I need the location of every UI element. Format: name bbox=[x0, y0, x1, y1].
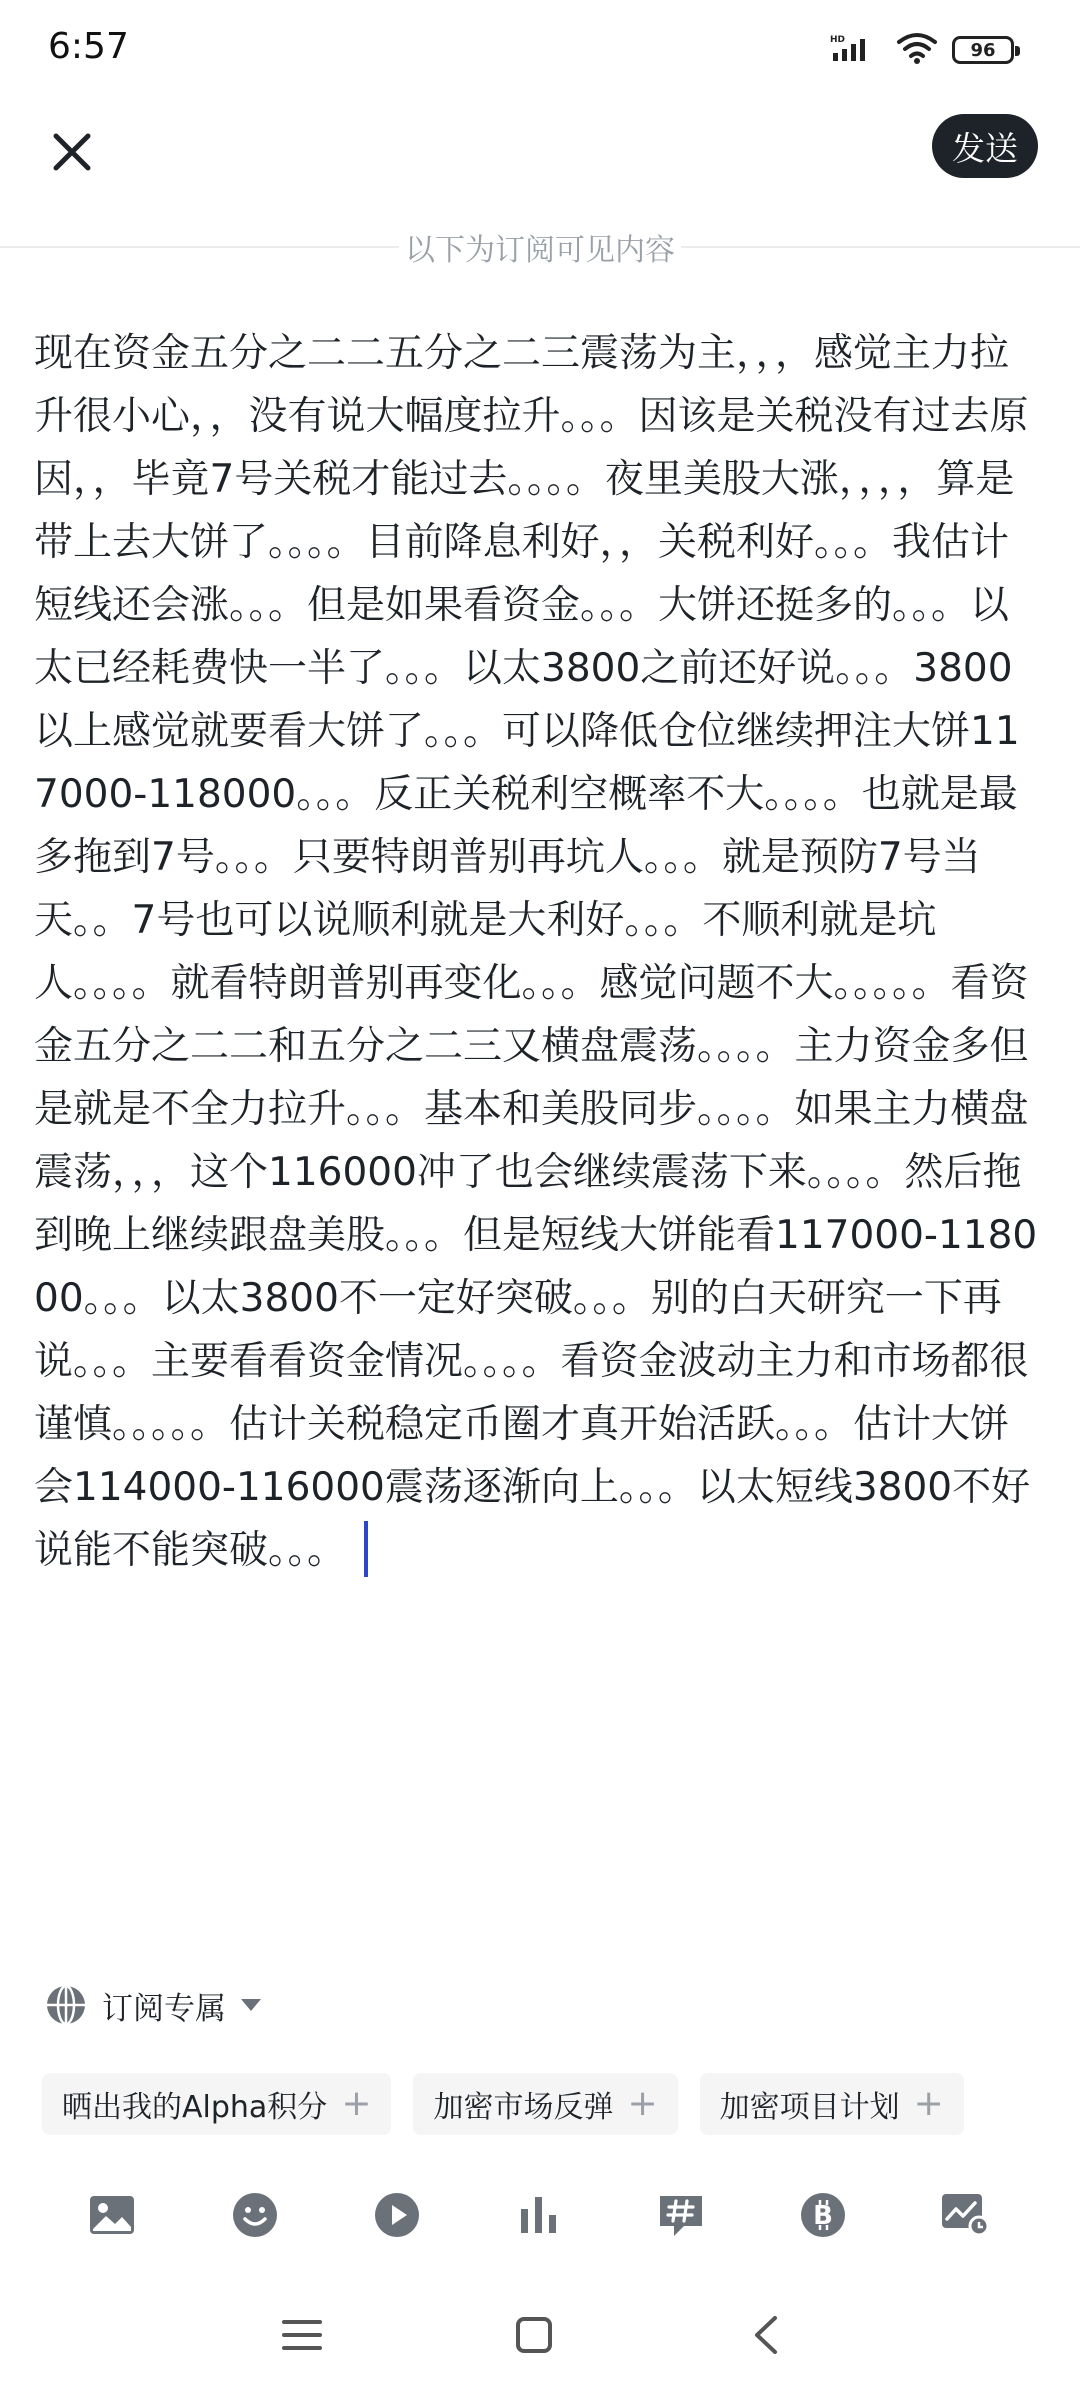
text-cursor bbox=[364, 1521, 368, 1577]
insert-trade-button[interactable] bbox=[935, 2185, 995, 2245]
post-editor[interactable] bbox=[34, 322, 1044, 1582]
menu-icon bbox=[282, 2318, 322, 2352]
home-icon bbox=[515, 2316, 553, 2354]
topic-tag-label: 加密项目计划 bbox=[719, 2090, 900, 2125]
status-bar bbox=[0, 0, 1080, 100]
topic-tag-label: 加密市场反弹 bbox=[433, 2090, 614, 2125]
close-icon bbox=[52, 132, 92, 172]
svg-text:HD: HD bbox=[830, 35, 846, 45]
subscription-notice-text: 以下为订阅可见内容 bbox=[399, 233, 681, 268]
insert-video-button[interactable] bbox=[367, 2185, 427, 2245]
plus-icon: + bbox=[341, 2083, 372, 2124]
hashtag-icon bbox=[658, 2192, 704, 2238]
insert-emoji-button[interactable] bbox=[225, 2185, 285, 2245]
emoji-icon bbox=[232, 2192, 278, 2238]
close-button[interactable] bbox=[44, 124, 100, 180]
plus-icon: + bbox=[627, 2083, 658, 2124]
system-nav-bar bbox=[0, 2295, 1080, 2375]
trade-chart-icon bbox=[941, 2193, 989, 2237]
image-icon bbox=[89, 2195, 135, 2235]
insert-poll-button[interactable] bbox=[509, 2185, 569, 2245]
recent-apps-button[interactable] bbox=[272, 2305, 332, 2365]
chart-icon bbox=[518, 2195, 560, 2235]
subscription-notice bbox=[0, 231, 1080, 271]
back-icon bbox=[751, 2315, 781, 2355]
topic-tag[interactable] bbox=[700, 2073, 964, 2135]
status-icons bbox=[830, 30, 1014, 70]
status-time: 6:57 bbox=[48, 26, 129, 67]
svg-text:B: B bbox=[813, 2201, 833, 2231]
topic-tag[interactable] bbox=[42, 2073, 391, 2135]
insert-coin-button[interactable] bbox=[793, 2185, 853, 2245]
back-button[interactable] bbox=[736, 2305, 796, 2365]
plus-icon: + bbox=[913, 2083, 944, 2124]
battery-icon bbox=[952, 36, 1014, 64]
home-button[interactable] bbox=[504, 2305, 564, 2365]
composer-toolbar bbox=[0, 2170, 1080, 2260]
bitcoin-icon bbox=[800, 2192, 846, 2238]
topic-tags bbox=[42, 2073, 964, 2135]
battery-level: 96 bbox=[970, 39, 996, 61]
insert-hashtag-button[interactable] bbox=[651, 2185, 711, 2245]
hd-signal-icon bbox=[830, 33, 882, 67]
post-text: 现在资金五分之二二五分之二三震荡为主，，，感觉主力拉升很小心，，没有说大幅度拉升。。。因该是关税没有过去原因，，毕竟7号关税才能过去。。。。夜里美股大涨，，，，算是带上去大饼了。。。。目前降息利好，，关税利好。。。我估计短线还会涨。。。但是如果看资金。。。大饼还挺多的。。。以太已经耗费快一半了。。。以太3800之前还好说。。。3800以上感觉就要看大饼了。。。可以降低仓位继续押注大饼117000-118000。。。反正关税利空概率不大。。。。也就是最多拖到7号。。。只要特朗普别再坑人。。。就是预防7号当天。。7号也可以说顺利就是大利好。。。不顺利就是坑人。。。。就看特朗普别再变化。。。感觉问题不大。。。。。看资金五分之二二和五分之二三又横盘震荡。。。。主力资金多但是就是不全力拉升。。。基本和美股同步。。。。如果主力横盘震荡，，，这个116000冲了也会继续震荡下来。。。。然后拖到晚上继续跟盘美股。。。但是短线大饼能看117000-118000。。。以太3800不一定好突破。。。别的白天研究一下再说。。。主要看看资金情况。。。。看资金波动主力和市场都很谨慎。。。。。估计关税稳定币圈才真开始活跃。。。估计大饼会114000-116000震荡逐渐向上。。。以太短线3800不好说能不能突破。。。 bbox=[34, 331, 1038, 1573]
visibility-label: 订阅专属 bbox=[102, 1990, 226, 2027]
topic-tag-label: 晒出我的Alpha积分 bbox=[62, 2090, 328, 2125]
caret-down-icon bbox=[240, 1998, 262, 2012]
wifi-icon bbox=[896, 32, 938, 68]
video-icon bbox=[374, 2192, 420, 2238]
visibility-selector[interactable] bbox=[44, 1979, 262, 2031]
globe-icon bbox=[44, 1983, 88, 2027]
insert-image-button[interactable] bbox=[82, 2185, 142, 2245]
topic-tag[interactable] bbox=[413, 2073, 677, 2135]
send-button[interactable]: 发送 bbox=[932, 114, 1038, 178]
